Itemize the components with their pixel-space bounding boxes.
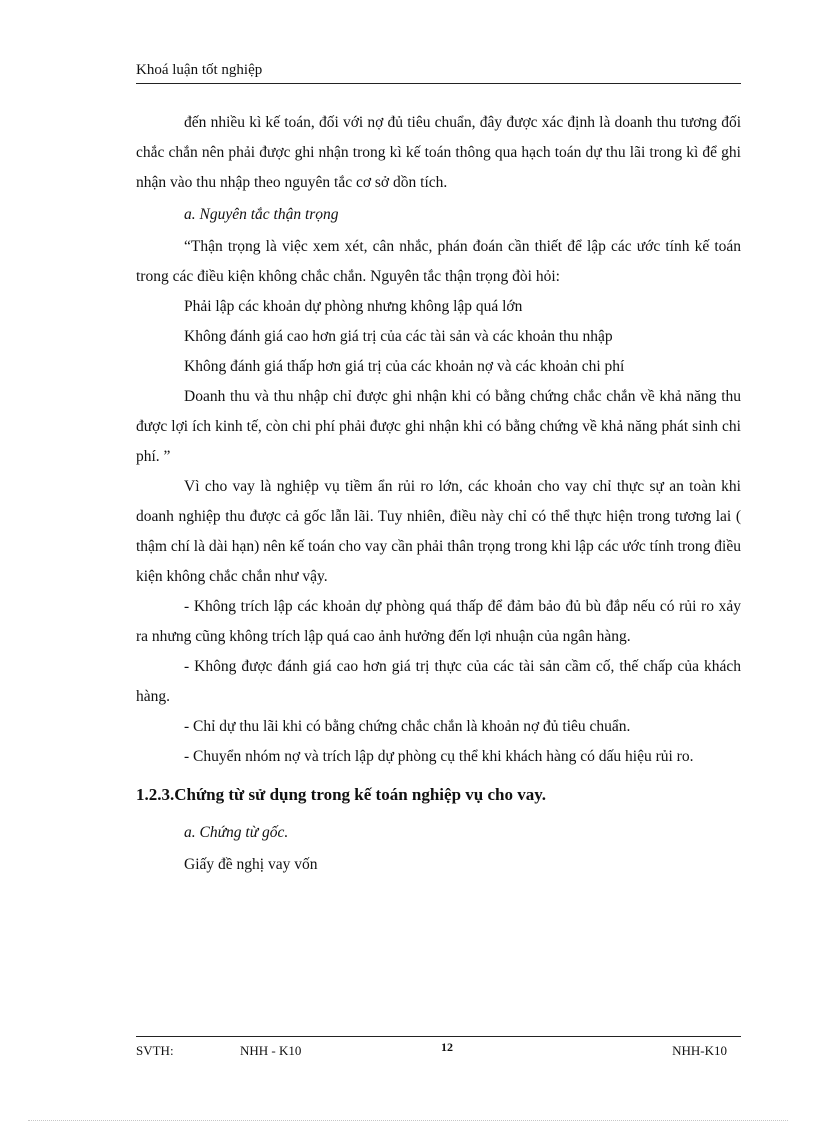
dash-item: - Chỉ dự thu lãi khi có bằng chứng chắc chắn là khoản nợ đủ tiêu chuẩn. [184,718,631,735]
dash-item: - Không trích lập các khoản dự phòng quá thấp để đảm bảo đủ bù đắp nếu có rủi ro xảy ra nhưng cũng không trích lập quá cao ảnh hưởng đến lợi nhuận của ngân hàng. [136,598,741,645]
dash-item: - Không được đánh giá cao hơn giá trị thực của các tài sản cầm cố, thế chấp của khách hàng. [136,658,741,705]
paragraph-4: Vì cho vay là nghiệp vụ tiềm ẩn rủi ro lớn, các khoản cho vay chỉ thực sự an toàn khi doanh nghiệp thu được cả gốc lẫn lãi. Tuy nhiên, điều này chỉ có thể thực hiện trong tương lai ( thậm chí là dài hạn) nên kế toán cho vay cần phải thân trọng trong khi lập các ước tính trong điều kiện không chắc chắn như vậy. [136,478,741,585]
document-body [136,108,741,880]
page-header [136,62,741,84]
footer-class: NHH - K10 [240,1043,302,1058]
paragraph-2: “Thận trọng là việc xem xét, cân nhắc, phán đoán cần thiết để lập các ước tính kế toán trong các điều kiện không chắc chắn. Nguyên tắc thận trọng đòi hỏi: [136,238,741,285]
paragraph-last: Giấy đề nghị vay vốn [184,856,318,873]
dash-item: - Chuyển nhóm nợ và trích lập dự phòng cụ thể khi khách hàng có dấu hiệu rủi ro. [184,748,694,765]
subheading-prudence: a. Nguyên tắc thận trọng [184,206,339,223]
header-title: Khoá luận tốt nghiệp [136,62,263,78]
subheading-source-documents: a. Chứng từ gốc. [184,824,289,841]
section-heading: 1.2.3.Chứng từ sử dụng trong kế toán nghiệp vụ cho vay. [136,785,547,804]
list-item: Phải lập các khoản dự phòng nhưng không lập quá lớn [184,298,523,315]
page-number: 12 [441,1040,453,1054]
paragraph-1: đến nhiều kì kế toán, đối với nợ đủ tiêu chuẩn, đây được xác định là doanh thu tương đối chắc chắn nên phải được ghi nhận trong kì kế toán thông qua hạch toán dự thu lãi trong kì để ghi nhận vào thu nhập theo nguyên tắc cơ sở dồn tích. [136,114,741,191]
footer-label: SVTH: [136,1043,174,1058]
page-footer [136,1036,741,1059]
paragraph-3: Doanh thu và thu nhập chỉ được ghi nhận khi có bằng chứng chắc chắn về khả năng thu được lợi ích kinh tế, còn chi phí phải được ghi nhận khi có bằng chứng về khả năng phát sinh chi phí. ” [136,388,741,465]
footer-right: NHH-K10 [672,1043,727,1058]
list-item: Không đánh giá thấp hơn giá trị của các khoản nợ và các khoản chi phí [184,358,625,375]
page-bottom-divider [28,1120,788,1121]
list-item: Không đánh giá cao hơn giá trị của các tài sản và các khoản thu nhập [184,328,613,345]
